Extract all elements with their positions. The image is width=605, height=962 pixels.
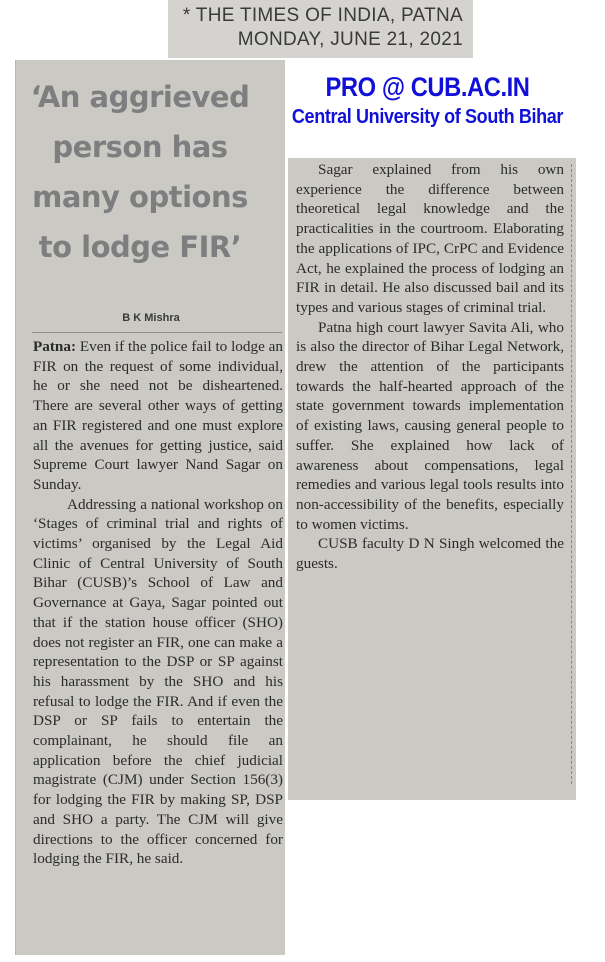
article-dateline: Patna: [33,338,77,355]
article-paragraph: Sagar explained from his own experience the difference between theoretical legal knowledge and the practicalities in the courtroom. Elaborating the applications of IPC, CrPC and Evidence Act, he explained the process of lodging an FIR in detail. He also discussed bail and its types and various stages of criminal trial. [296,161,564,316]
brand-university: Central University of South Bihar [291,106,564,128]
article-clipping-right [288,158,576,800]
article-clipping-left [15,60,285,955]
masthead-publication: * THE TIMES OF INDIA, PATNA [182,5,463,26]
article-headline: ‘An aggrieved person has many options to lodge FIR’ [30,80,250,264]
article-paragraph [33,337,283,495]
brand-email: PRO @ CUB.AC.IN [325,72,530,102]
article-byline: B K Mishra [122,312,180,324]
article-body-left [33,337,283,869]
masthead-date: MONDAY, JUNE 21, 2021 [237,29,463,50]
byline-divider [32,332,282,333]
column-rule [571,164,572,784]
article-body-right [296,160,564,574]
article-paragraph: Patna high court lawyer Savita Ali, who is also the director of Bihar Legal Network, drew the attention of the participants towards the half-hearted approach of the state government towards implementation of existing laws, causing general people to suffer. She explained how lack of awareness about compensations, legal remedies and various legal tools results into non-accessibility of the benefits, especially to women victims. [296,318,564,533]
article-paragraph: CUSB faculty D N Singh welcomed the guests. [296,535,564,573]
newspaper-masthead [168,0,473,58]
brand-caption [250,70,605,140]
paragraph-text: Even if the police fail to lodge an FIR on the request of some individual, he or she need not be disheartened. There are several other ways of getting an FIR registered and one must explore all the avenues for getting justice, said Supreme Court lawyer Nand Sagar on Sunday. [33,338,283,493]
article-paragraph: Addressing a national workshop on ‘Stages of criminal trial and rights of victims’ organised by the Legal Aid Clinic of Central University of South Bihar (CUSB)’s School of Law and Governance at Gaya, Sagar pointed out that if the station house officer (SHO) does not register an FIR, one can make a representation to the DSP or SP against his harassment by the SHO and his refusal to lodge the FIR. And if even the DSP or SP fails to entertain the complainant, he should file an application before the chief judicial magistrate (CJM) under Section 156(3) for lodging the FIR by making SP, DSP and SHO a party. The CJM will give directions to the officer concerned for lodging the FIR, he said. [33,495,283,868]
